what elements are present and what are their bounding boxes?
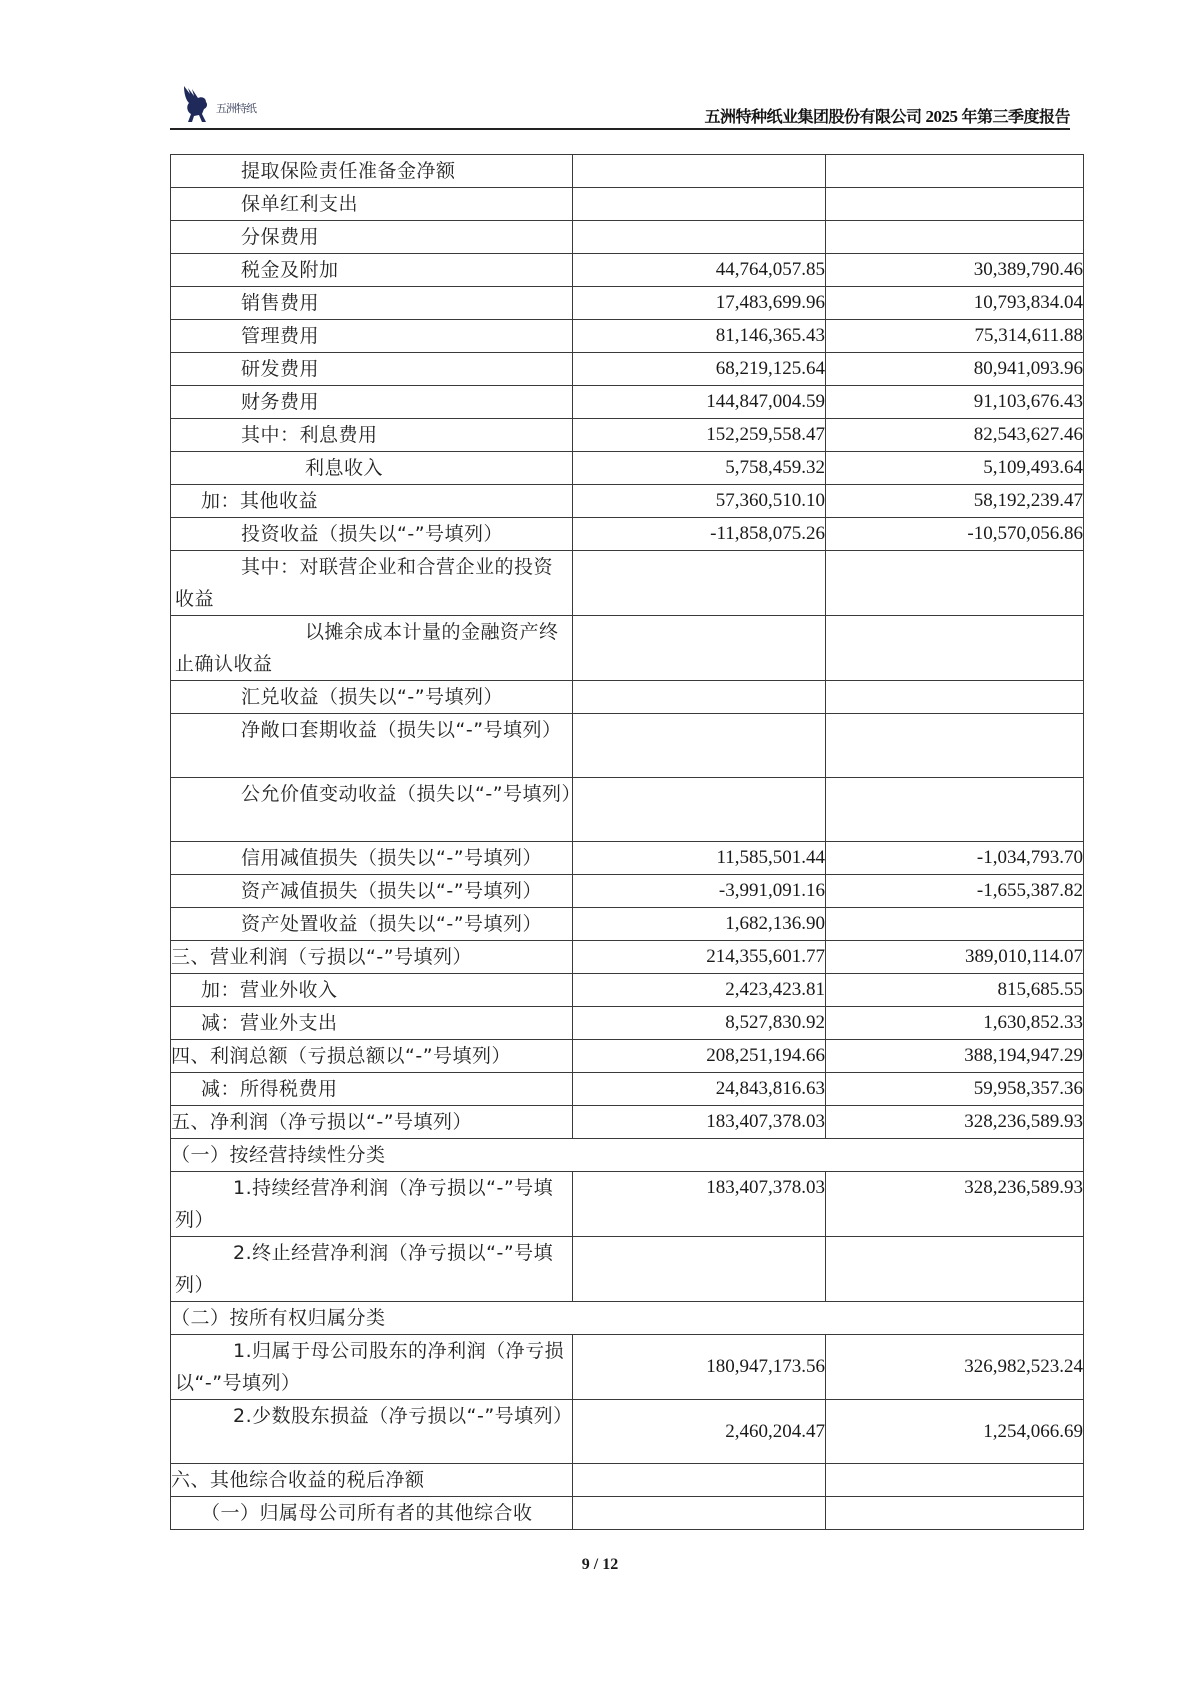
- prior-value: [826, 1464, 1084, 1497]
- section-label: （二）按所有权归属分类: [171, 1302, 1084, 1335]
- prior-value: [826, 221, 1084, 254]
- row-label: 三、营业利润（亏损以“-”号填列）: [171, 941, 573, 974]
- report-period: 年第三季度报告: [961, 107, 1070, 126]
- current-value: 57,360,510.10: [573, 485, 826, 518]
- table-row: [171, 1237, 1084, 1302]
- company-logo: [180, 84, 300, 124]
- table-row: [171, 155, 1084, 188]
- table-row: [171, 714, 1084, 778]
- table-row: [171, 1464, 1084, 1497]
- current-value: 152,259,558.47: [573, 419, 826, 452]
- current-value: 5,758,459.32: [573, 452, 826, 485]
- current-value: [573, 1497, 826, 1530]
- row-label: 汇兑收益（损失以“-”号填列）: [171, 681, 573, 714]
- table-row: [171, 188, 1084, 221]
- table-row: [171, 842, 1084, 875]
- table-row: [171, 386, 1084, 419]
- section-row: [171, 1139, 1084, 1172]
- current-value: [573, 616, 826, 681]
- row-label: 税金及附加: [171, 254, 573, 287]
- table-row: [171, 1335, 1084, 1400]
- prior-value: [826, 155, 1084, 188]
- table-row: [171, 1172, 1084, 1237]
- current-value: 183,407,378.03: [573, 1106, 826, 1139]
- prior-value: [826, 778, 1084, 842]
- table-row: [171, 254, 1084, 287]
- current-value: 81,146,365.43: [573, 320, 826, 353]
- current-value: 183,407,378.03: [573, 1172, 826, 1237]
- table-row: [171, 452, 1084, 485]
- current-value: [573, 778, 826, 842]
- row-label: 利息收入: [171, 452, 573, 485]
- current-value: 2,423,423.81: [573, 974, 826, 1007]
- current-value: 180,947,173.56: [573, 1335, 826, 1400]
- table-row: [171, 778, 1084, 842]
- table-row: [171, 419, 1084, 452]
- current-value: 11,585,501.44: [573, 842, 826, 875]
- row-label: 六、其他综合收益的税后净额: [171, 1464, 573, 1497]
- table-row: [171, 681, 1084, 714]
- table-row: [171, 320, 1084, 353]
- income-statement-table: [170, 154, 1084, 1530]
- current-value: 44,764,057.85: [573, 254, 826, 287]
- prior-value: 82,543,627.46: [826, 419, 1084, 452]
- prior-value: [826, 188, 1084, 221]
- current-value: 68,219,125.64: [573, 353, 826, 386]
- current-value: [573, 221, 826, 254]
- section-row: [171, 1302, 1084, 1335]
- row-label: 净敞口套期收益（损失以“-”号填列）: [171, 714, 573, 778]
- current-value: 17,483,699.96: [573, 287, 826, 320]
- row-label: 加：其他收益: [171, 485, 573, 518]
- current-value: 2,460,204.47: [573, 1400, 826, 1464]
- table-row: [171, 616, 1084, 681]
- current-value: [573, 681, 826, 714]
- table-row: [171, 353, 1084, 386]
- table-row: [171, 485, 1084, 518]
- table-row: [171, 551, 1084, 616]
- prior-value: [826, 908, 1084, 941]
- report-title: [704, 104, 1070, 127]
- table-row: [171, 1106, 1084, 1139]
- prior-value: 1,630,852.33: [826, 1007, 1084, 1040]
- current-value: 1,682,136.90: [573, 908, 826, 941]
- prior-value: -1,655,387.82: [826, 875, 1084, 908]
- current-value: -3,991,091.16: [573, 875, 826, 908]
- prior-value: 388,194,947.29: [826, 1040, 1084, 1073]
- prior-value: 5,109,493.64: [826, 452, 1084, 485]
- row-label: 保单红利支出: [171, 188, 573, 221]
- prior-value: 58,192,239.47: [826, 485, 1084, 518]
- table-row: [171, 518, 1084, 551]
- prior-value: 326,982,523.24: [826, 1335, 1084, 1400]
- row-label: 管理费用: [171, 320, 573, 353]
- current-value: 24,843,816.63: [573, 1073, 826, 1106]
- row-label: （一）归属母公司所有者的其他综合收: [171, 1497, 573, 1530]
- current-value: [573, 1237, 826, 1302]
- prior-value: -1,034,793.70: [826, 842, 1084, 875]
- table-row: [171, 974, 1084, 1007]
- row-label: 减：所得税费用: [171, 1073, 573, 1106]
- logo-text: 五洲特纸: [216, 102, 256, 115]
- table-row: [171, 1073, 1084, 1106]
- page-header: [170, 80, 1070, 130]
- header-divider: [170, 128, 1070, 130]
- row-label: 资产减值损失（损失以“-”号填列）: [171, 875, 573, 908]
- row-label: 其中：利息费用: [171, 419, 573, 452]
- current-value: 8,527,830.92: [573, 1007, 826, 1040]
- row-label: 1.归属于母公司股东的净利润（净亏损以“-”号填列）: [171, 1335, 573, 1400]
- table-row: [171, 1400, 1084, 1464]
- row-label: 公允价值变动收益（损失以“-”号填列）: [171, 778, 573, 842]
- prior-value: [826, 714, 1084, 778]
- prior-value: 328,236,589.93: [826, 1106, 1084, 1139]
- section-label: （一）按经营持续性分类: [171, 1139, 1084, 1172]
- row-label: 投资收益（损失以“-”号填列）: [171, 518, 573, 551]
- current-value: [573, 188, 826, 221]
- row-label: 加：营业外收入: [171, 974, 573, 1007]
- prior-value: [826, 1497, 1084, 1530]
- row-label: 以摊余成本计量的金融资产终止确认收益: [171, 616, 573, 681]
- row-label: 分保费用: [171, 221, 573, 254]
- current-value: 144,847,004.59: [573, 386, 826, 419]
- current-value: [573, 155, 826, 188]
- page-number: 9 / 12: [581, 1556, 619, 1573]
- current-value: -11,858,075.26: [573, 518, 826, 551]
- current-value: [573, 1464, 826, 1497]
- company-name: 五洲特种纸业集团股份有限公司: [704, 107, 922, 126]
- prior-value: 30,389,790.46: [826, 254, 1084, 287]
- griffin-logo-icon: [180, 84, 214, 124]
- row-label: 2.终止经营净利润（净亏损以“-”号填列）: [171, 1237, 573, 1302]
- prior-value: 815,685.55: [826, 974, 1084, 1007]
- prior-value: 80,941,093.96: [826, 353, 1084, 386]
- prior-value: 10,793,834.04: [826, 287, 1084, 320]
- row-label: 其中：对联营企业和合营企业的投资收益: [171, 551, 573, 616]
- table-row: [171, 1007, 1084, 1040]
- prior-value: [826, 681, 1084, 714]
- table-row: [171, 287, 1084, 320]
- prior-value: 389,010,114.07: [826, 941, 1084, 974]
- current-value: 208,251,194.66: [573, 1040, 826, 1073]
- table-row: [171, 908, 1084, 941]
- row-label: 财务费用: [171, 386, 573, 419]
- row-label: 销售费用: [171, 287, 573, 320]
- prior-value: [826, 616, 1084, 681]
- current-value: 214,355,601.77: [573, 941, 826, 974]
- table-row: [171, 1497, 1084, 1530]
- prior-value: 328,236,589.93: [826, 1172, 1084, 1237]
- table-row: [171, 941, 1084, 974]
- prior-value: [826, 1237, 1084, 1302]
- report-year: 2025: [925, 107, 958, 126]
- prior-value: 91,103,676.43: [826, 386, 1084, 419]
- prior-value: 75,314,611.88: [826, 320, 1084, 353]
- row-label: 减：营业外支出: [171, 1007, 573, 1040]
- prior-value: 1,254,066.69: [826, 1400, 1084, 1464]
- prior-value: [826, 551, 1084, 616]
- row-label: 2.少数股东损益（净亏损以“-”号填列）: [171, 1400, 573, 1464]
- prior-value: 59,958,357.36: [826, 1073, 1084, 1106]
- row-label: 1.持续经营净利润（净亏损以“-”号填列）: [171, 1172, 573, 1237]
- row-label: 五、净利润（净亏损以“-”号填列）: [171, 1106, 573, 1139]
- row-label: 提取保险责任准备金净额: [171, 155, 573, 188]
- row-label: 四、利润总额（亏损总额以“-”号填列）: [171, 1040, 573, 1073]
- row-label: 信用减值损失（损失以“-”号填列）: [171, 842, 573, 875]
- row-label: 资产处置收益（损失以“-”号填列）: [171, 908, 573, 941]
- current-value: [573, 551, 826, 616]
- table-row: [171, 875, 1084, 908]
- table-row: [171, 221, 1084, 254]
- prior-value: -10,570,056.86: [826, 518, 1084, 551]
- current-value: [573, 714, 826, 778]
- table-row: [171, 1040, 1084, 1073]
- row-label: 研发费用: [171, 353, 573, 386]
